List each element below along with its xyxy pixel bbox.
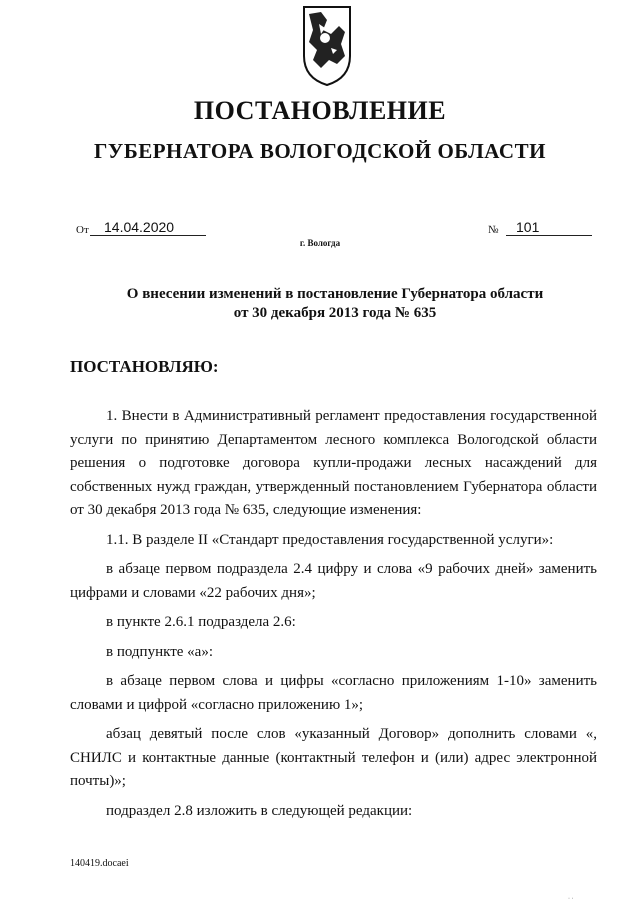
date-value: 14.04.2020: [90, 219, 206, 236]
paragraph-4: в пункте 2.6.1 подраздела 2.6:: [106, 614, 296, 630]
page-mark: · ·: [568, 896, 574, 902]
document-subject: [70, 285, 600, 323]
paragraph-3: в абзаце первом подраздела 2.4 цифру и слова «9 рабочих дней» заменить цифрами и словами «22 рабочих дня»;: [70, 561, 597, 601]
subject-line-1: О внесении изменений в постановление Губернатора области: [126, 286, 544, 302]
paragraph-6: в абзаце первом слова и цифры «согласно приложениям 1-10» заменить словами и цифрой «согласно приложению 1»;: [70, 673, 597, 713]
date-label: От: [76, 224, 89, 236]
resolve-heading: ПОСТАНОВЛЯЮ:: [70, 357, 219, 376]
paragraph-8: подраздел 2.8 изложить в следующей редакции:: [106, 802, 413, 819]
number-value: 101: [506, 219, 592, 236]
issuer-title: ГУБЕРНАТОРА ВОЛОГОДСКОЙ ОБЛАСТИ: [94, 139, 546, 163]
paragraph-1: 1. Внести в Административный регламент предоставления государственной услуги по принятию Департаментом лесного комплекса Вологодской области решения о подготовке договора купли-продажи лесных насаждений для собственных нужд граждан, утвержденный постановлением Губернатора области от 30 декабря 2013 года № 635, следующие изменения:: [70, 408, 597, 518]
document-title: ПОСТАНОВЛЕНИЕ: [193, 96, 447, 125]
document-code: 140419.docaei: [70, 858, 129, 869]
paragraph-2: 1.1. В разделе II «Стандарт предоставления государственной услуги»:: [106, 531, 554, 548]
city-label: г. Вологда: [299, 238, 341, 248]
coat-of-arms-icon: [301, 4, 353, 88]
number-label: №: [488, 224, 499, 236]
document-body: [70, 405, 597, 823]
paragraph-7: абзац девятый после слов «указанный Договор» дополнить словами «, СНИЛС и контактные данные (контактный телефон и (или) адрес электронной почты)»;: [70, 726, 597, 789]
paragraph-5: в подпункте «а»:: [106, 643, 213, 660]
subject-line-2: от 30 декабря 2013 года № 635: [233, 305, 437, 321]
